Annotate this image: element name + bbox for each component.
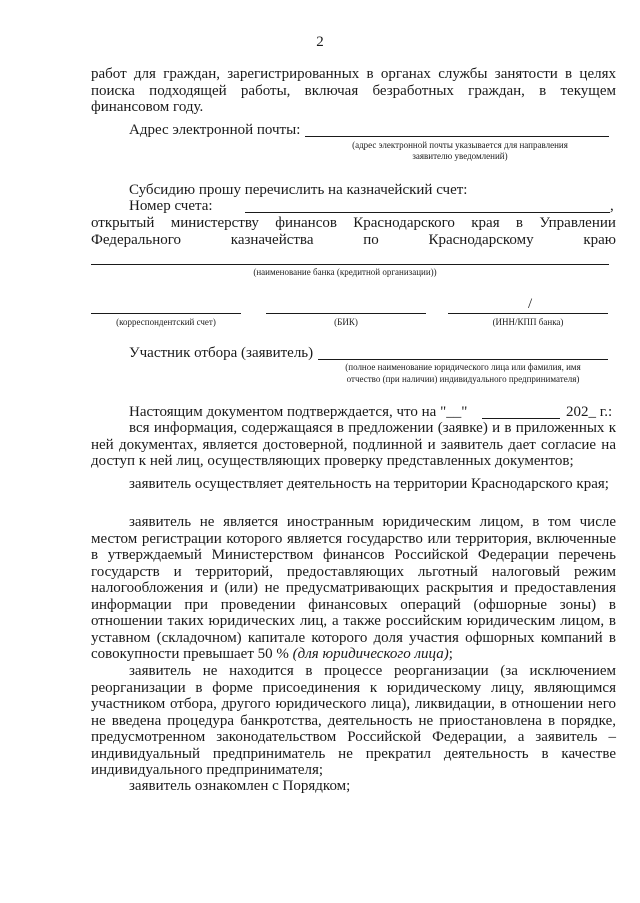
participant-label: Участник отбора (заявитель)	[129, 345, 314, 361]
opened-word: министерству	[170, 215, 259, 231]
inn-kpp-separator: /	[528, 296, 533, 312]
confirmation-year: 202_ г.:	[566, 404, 613, 420]
bank-caption: (наименование банка (кредитной организации))	[253, 267, 437, 277]
opened-word: краю	[583, 232, 616, 248]
correspondent-account-caption: (корреспондентский счет)	[116, 317, 216, 327]
opened-word: Федерального	[91, 232, 182, 248]
page-number: 2	[316, 34, 324, 50]
bik-caption: (БИК)	[334, 317, 358, 327]
statement-4: заявитель не находится в процессе реорганизации (за исключением реорганизации в форме присоединения к юридическому лицу, являющимся участником отбора, другого юридического лица), ликвидации, в отношении него не введена процедура банкротства, деятельность не приостановлена в порядке, предусмотренном законодательством Российской Федерации, а заявитель – индивидуальный предприниматель не прекратил деятельность в качестве индивидуального предпринимателя;	[91, 663, 616, 778]
statement-3	[91, 514, 616, 663]
participant-caption-1: (полное наименование юридического лица или фамилия, имя	[345, 362, 581, 372]
participant-caption-2: отчество (при наличии) индивидуального предпринимателя)	[346, 374, 580, 384]
account-label: Номер счета:	[129, 198, 213, 214]
email-caption-1: (адрес электронной почты указывается для направления	[352, 140, 568, 150]
opened-word: Краснодарского	[353, 215, 455, 231]
email-label: Адрес электронной почты:	[129, 122, 301, 138]
statement-3-text: заявитель не является иностранным юридическим лицом, в том числе местом регистрации которого является государство или территория, включенные в утверждаемый Министерством финансов Российской Федерации перечень государств и территорий, предоставляющих льготный налоговый режим налогообложения и (или) не предусматривающих раскрытия и предоставления информации при проведении финансовых операций (офшорные зоны) в отношении таких юридических лиц, а также российским юридическим лицом, в уставном (складочном) капитале которого доля участия офшорных компаний в совокупности превышает 50 %	[91, 514, 616, 662]
opened-line-1	[91, 215, 616, 232]
statement-5: заявитель ознакомлен с Порядком;	[129, 778, 351, 794]
month-field[interactable]	[482, 418, 560, 419]
account-number-field[interactable]	[245, 212, 610, 213]
day-blank[interactable]: __	[446, 404, 462, 420]
bank-name-field[interactable]	[91, 264, 609, 265]
account-suffix: ,	[610, 198, 614, 214]
opened-word: по	[363, 232, 379, 248]
email-field[interactable]	[305, 136, 609, 137]
bik-field[interactable]	[266, 313, 426, 314]
statement-3-italic: (для юридического лица)	[292, 646, 449, 662]
opened-line-2	[91, 232, 616, 249]
confirmation-prefix	[129, 404, 467, 421]
opened-word: Управлении	[539, 215, 616, 231]
intro-paragraph: работ для граждан, зарегистрированных в органах службы занятости в целях поиска подходящей работы, включая безработных граждан, в текущем финансовом году.	[91, 66, 616, 115]
opened-word: края	[471, 215, 500, 231]
opened-word: Краснодарскому	[428, 232, 534, 248]
opened-word: открытый	[91, 215, 155, 231]
confirmation-quote: "	[461, 404, 468, 420]
opened-word: в	[515, 215, 524, 231]
opened-word: финансов	[275, 215, 337, 231]
email-caption-2: заявителю уведомлений)	[412, 151, 508, 161]
inn-kpp-caption: (ИНН/КПП банка)	[492, 317, 564, 327]
confirmation-text: Настоящим документом подтверждается, что на "	[129, 404, 447, 420]
opened-word: казначейства	[230, 232, 314, 248]
statement-3-end: ;	[448, 646, 453, 662]
statement-2: заявитель осуществляет деятельность на территории Краснодарского края;	[129, 476, 609, 492]
inn-kpp-field[interactable]	[448, 313, 608, 314]
participant-name-field[interactable]	[318, 359, 608, 360]
subsidy-request: Субсидию прошу перечислить на казначейский счет:	[129, 182, 468, 198]
statement-1: вся информация, содержащаяся в предложении (заявке) и в приложенных к ней документах, является достоверной, подлинной и заявитель дает согласие на доступ к ней лиц, осуществляющих проверку представленных документов;	[91, 420, 616, 469]
correspondent-account-field[interactable]	[91, 313, 241, 314]
